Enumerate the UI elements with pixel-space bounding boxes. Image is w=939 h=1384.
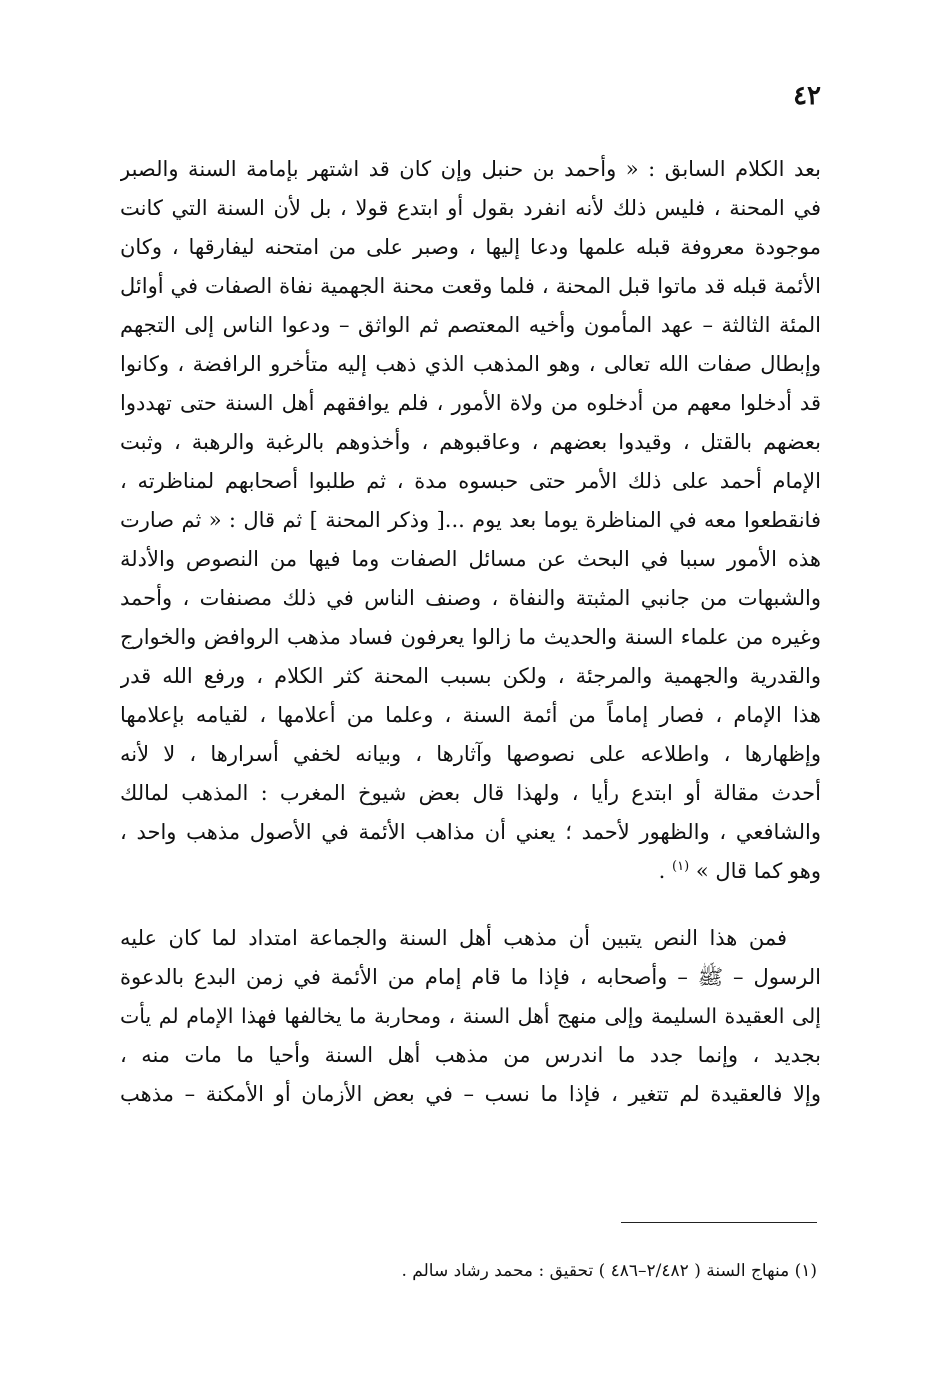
text-line: هذه الأمور سببا في البحث عن مسائل الصفات وما فيها من النصوص والأدلة (120, 547, 821, 571)
text-line: الأئمة قبله قد ماتوا قبل المحنة ، فلما وقعت محنة الجهمية نفاة الصفات في أوائل (120, 274, 821, 298)
text-line: والقدرية والجهمية والمرجئة ، ولكن بسبب المحنة كثر الكلام ، ورفع الله قدر (120, 664, 821, 688)
text-line: فانقطعوا معه في المناظرة يوما بعد يوم ...[ وذكر المحنة ] ثم قال : « ثم صارت (120, 508, 821, 532)
text-line: بجديد ، وإنما جدد ما اندرس من مذهب أهل السنة وأحيا ما مات منه ، (120, 1043, 821, 1067)
text-line: إلى العقيدة السليمة وإلى منهج أهل السنة ، ومحاربة ما يخالفها فهذا الإمام لم يأت (120, 1004, 821, 1028)
text-line: والشافعي ، والظهور لأحمد ؛ يعني أن مذاهب الأئمة في الأصول مذهب واحد ، (120, 820, 821, 844)
paragraph-2 (120, 919, 821, 1114)
text-line: وإلا فالعقيدة لم تتغير ، فإذا ما نسب – في بعض الأزمان أو الأمكنة – مذهب (120, 1082, 821, 1106)
footnote-marker: (١) (672, 859, 690, 874)
text-line: أحدث مقالة أو ابتدع رأيا ، ولهذا قال بعض شيوخ المغرب : المذهب لمالك (120, 781, 821, 805)
text-line: وغيره من علماء السنة والحديث ما زالوا يعرفون فساد مذهب الروافض والخوارج (120, 625, 821, 649)
text-line: قد أدخلوا معهم من أدخلوه من ولاة الأمور ، فلم يوافقهم أهل السنة حتى تهددوا (120, 391, 821, 415)
text-line: الإمام أحمد على ذلك الأمر حتى حبسوه مدة ، ثم طلبوا أصحابهم لمناظرته ، (120, 469, 821, 493)
text-line: هذا الإمام ، فصار إماماً من أئمة السنة ، وعلما من أعلامها ، لقيامه بإعلامها (120, 703, 821, 727)
page-number: ٤٢ (793, 81, 821, 111)
text-line: والشبهات من جانبي المثبتة والنفاة ، وصنف الناس في ذلك مصنفات ، وأحمد (120, 586, 821, 610)
text-line: الرسول – ﷺ – وأصحابه ، فإذا ما قام إمام من الأئمة في زمن البدع بالدعوة (120, 965, 821, 989)
text-line: بعضهم بالقتل ، وقيدوا بعضهم ، وعاقبوهم ، وأخذوهم بالرغبة والرهبة ، وثبت (120, 430, 821, 454)
last-line-text: وهو كما قال » (695, 859, 821, 883)
text-line: في المحنة ، فليس ذلك لأنه انفرد بقول أو ابتدع قولا ، بل لأن السنة التي كانت (120, 196, 821, 220)
footnote-divider (621, 1222, 817, 1223)
paragraph-1 (120, 150, 821, 891)
text-line: وإظهارها ، واطلاعه على نصوصها وآثارها ، وبيانه لخفي أسرارها ، لا لأنه (120, 742, 821, 766)
text-line: وإبطال صفات الله تعالى ، وهو المذهب الذي ذهب إليه متأخرو الرافضة ، وكانوا (120, 352, 821, 376)
paragraph-gap (120, 891, 821, 919)
text-line-last (120, 852, 821, 891)
text-line: موجودة معروفة قبله علمها ودعا إليها ، وصبر على من امتحنه ليفارقها ، وكان (120, 235, 821, 259)
text-line: فمن هذا النص يتبين أن مذهب أهل السنة والجماعة امتداد لما كان عليه (120, 926, 787, 950)
last-line-end: . (658, 859, 672, 883)
text-line: بعد الكلام السابق : « وأحمد بن حنبل وإن كان قد اشتهر بإمامة السنة والصبر (120, 157, 821, 181)
text-line: المئة الثالثة – عهد المأمون وأخيه المعتصم ثم الواثق – ودعوا الناس إلى التجهم (120, 313, 821, 337)
main-text (120, 150, 821, 1114)
footnote: (١) منهاج السنة ( ٢/٤٨٢–٤٨٦ ) تحقيق : محمد رشاد سالم . (401, 1261, 817, 1281)
